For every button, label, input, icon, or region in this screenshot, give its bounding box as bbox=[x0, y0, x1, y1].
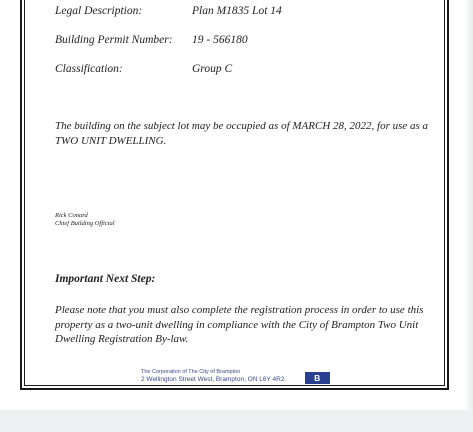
occupancy-line-2: TWO UNIT DWELLING. bbox=[55, 134, 167, 147]
footer-address: 2 Wellington Street West, Brampton, ON L6Y 4R2 bbox=[141, 376, 285, 383]
city-footer bbox=[141, 369, 284, 384]
signatory-name: Rick Conard bbox=[55, 212, 88, 219]
footer-corporation: The Corporation of The City of Brampton bbox=[141, 369, 241, 375]
occupancy-statement bbox=[55, 119, 429, 148]
legal-description-label: Legal Description: bbox=[55, 5, 143, 17]
page-edge-shadow bbox=[465, 0, 473, 410]
next-step-line-1: Please note that you must also complete the registration process in order to use this bbox=[55, 304, 424, 316]
brampton-logo-icon bbox=[305, 372, 330, 384]
classification-label: Classification: bbox=[55, 63, 123, 75]
building-permit-value: 19 - 566180 bbox=[192, 34, 248, 46]
next-step-line-2: property as a two-unit dwelling in compliance with the City of Brampton Two Unit bbox=[55, 318, 419, 331]
next-step-paragraph bbox=[55, 303, 425, 347]
signatory-title: Chief Building Official bbox=[55, 220, 115, 227]
signature-block bbox=[55, 212, 115, 228]
occupancy-line-1: The building on the subject lot may be occupied as of MARCH 28, 2022, for use as a bbox=[55, 120, 429, 132]
legal-description-value: Plan M1835 Lot 14 bbox=[192, 5, 282, 17]
building-permit-label: Building Permit Number: bbox=[55, 34, 173, 46]
logo-letter: B bbox=[314, 373, 321, 383]
next-step-heading: Important Next Step: bbox=[55, 273, 156, 285]
classification-value: Group C bbox=[192, 63, 233, 75]
next-step-line-3: Dwelling Registration By-law. bbox=[55, 333, 189, 345]
